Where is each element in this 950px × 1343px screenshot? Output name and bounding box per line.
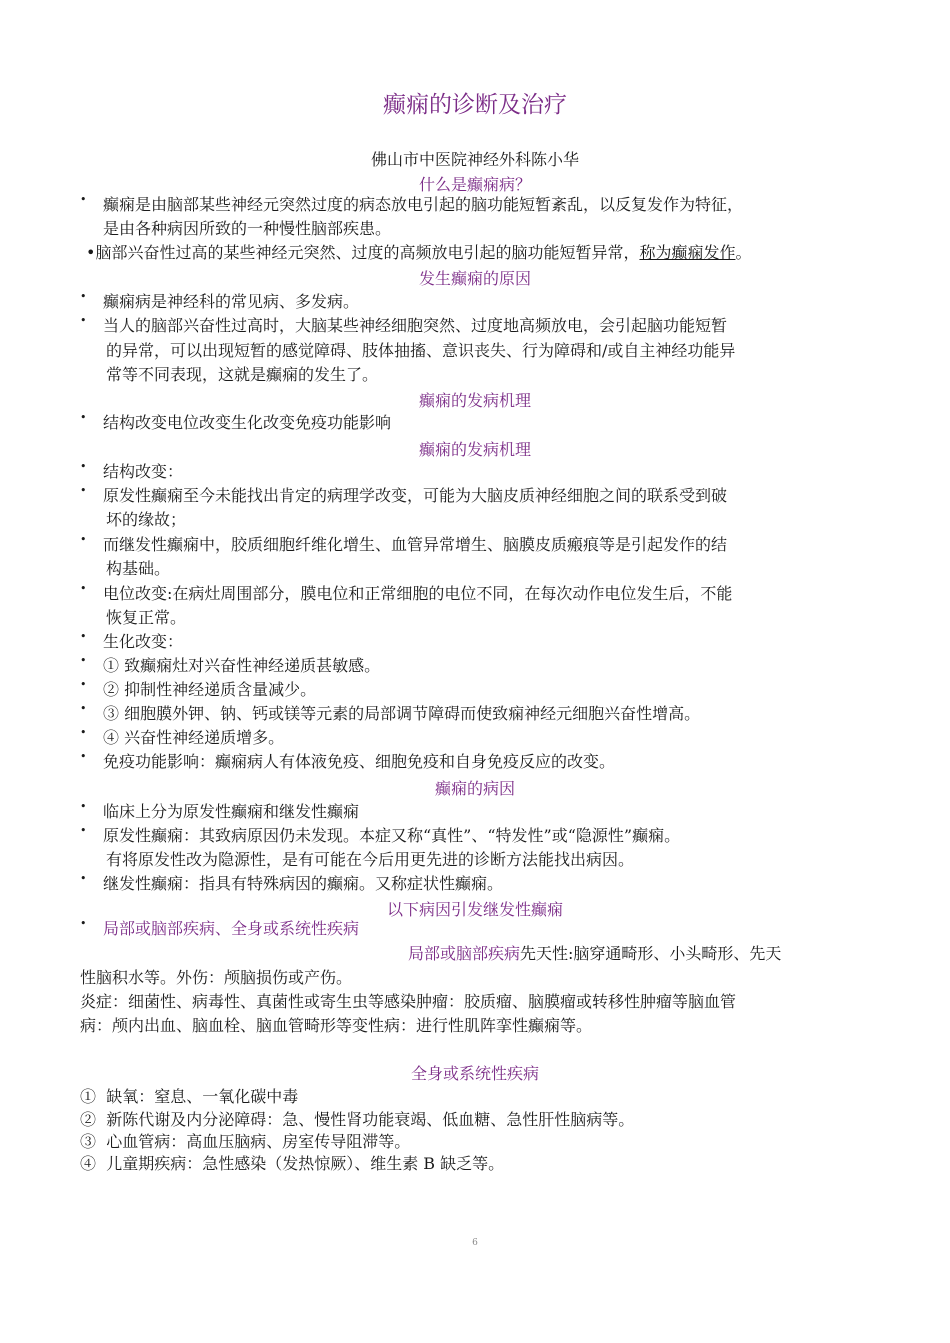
heading-what-is-epilepsy: 什么是癫痫病？ bbox=[418, 175, 531, 194]
heading-mechanism: 癫痫的发病机理 bbox=[418, 440, 531, 459]
bullet-icon: • bbox=[80, 800, 87, 813]
bullet-icon: • bbox=[80, 630, 87, 643]
bullet-icon: • bbox=[80, 726, 87, 739]
paragraph-line: 炎症：细菌性、病毒性、真菌性或寄生虫等感染肿瘤：胶质瘤、脑膜瘤或转移性肿瘤等脑血管 bbox=[80, 992, 737, 1011]
heading-mechanism: 癫痫的发病机理 bbox=[418, 391, 531, 410]
bullet-icon: • bbox=[80, 582, 87, 595]
paragraph-line: ① 致癫痫灶对兴奋性神经递质甚敏感。 bbox=[103, 656, 381, 675]
document-title: 癫痫的诊断及治疗 bbox=[383, 92, 567, 118]
underlined-text: 称为癫痫发作 bbox=[639, 243, 736, 262]
heading-etiology: 癫痫的病因 bbox=[434, 779, 515, 798]
page-number: 6 bbox=[472, 1238, 478, 1248]
bullet-icon: • bbox=[80, 411, 87, 424]
item-text: 儿童期疾病：急性感染（发热惊厥）、维生素 B 缺乏等。 bbox=[106, 1154, 505, 1173]
bullet-icon: • bbox=[80, 750, 87, 763]
numbered-item bbox=[80, 1085, 298, 1109]
paragraph-line bbox=[408, 942, 781, 966]
paragraph-line: 的异常，可以出现短暂的感觉障碍、肢体抽搐、意识丧失、行为障碍和/或自主神经功能异 bbox=[106, 341, 736, 360]
text-span: 先天性:脑穿通畸形、小头畸形、先天 bbox=[520, 944, 782, 963]
bullet-icon: • bbox=[80, 290, 87, 303]
paragraph-line: 恢复正常。 bbox=[106, 608, 187, 627]
paragraph-line: 性脑积水等。外伤：颅脑损伤或产伤。 bbox=[80, 968, 353, 987]
numbered-item bbox=[80, 1152, 504, 1176]
paragraph-line: 结构改变： bbox=[103, 462, 184, 481]
paragraph-line: 而继发性癫痫中，胶质细胞纤维化增生、血管异常增生、脑膜皮质瘢痕等是引起发作的结 bbox=[103, 535, 728, 554]
paragraph-line: 坏的缘故； bbox=[106, 510, 187, 529]
bullet-icon: • bbox=[80, 678, 87, 691]
text-span: •脑部兴奋性过高的某些神经元突然、过度的高频放电引起的脑功能短暂异常， bbox=[86, 243, 640, 262]
paragraph-line: 结构改变电位改变生化改变免疫功能影响 bbox=[103, 413, 392, 432]
paragraph-line: ② 抑制性神经递质含量减少。 bbox=[103, 680, 317, 699]
paragraph-line: 常等不同表现，这就是癫痫的发生了。 bbox=[106, 365, 379, 384]
paragraph-line: ③ 细胞膜外钾、钠、钙或镁等元素的局部调节障碍而使致痫神经元细胞兴奋性增高。 bbox=[103, 704, 701, 723]
item-text: 新陈代谢及内分泌障碍：急、慢性肾功能衰竭、低血糖、急性肝性脑病等。 bbox=[106, 1110, 635, 1129]
item-number: ① bbox=[80, 1087, 97, 1106]
bullet-icon: • bbox=[80, 702, 87, 715]
heading-secondary-causes: 以下病因引发继发性癫痫 bbox=[386, 900, 563, 919]
item-number: ④ bbox=[80, 1154, 97, 1173]
paragraph-line: 电位改变:在病灶周围部分，膜电位和正常细胞的电位不同，在每次动作电位发生后，不能 bbox=[103, 584, 733, 603]
paragraph-line: 是由各种病因所致的一种慢性脑部疾患。 bbox=[103, 219, 392, 238]
inline-heading: 局部或脑部疾病 bbox=[408, 944, 521, 963]
bullet-icon: • bbox=[80, 484, 87, 497]
heading-causes: 发生癫痫的原因 bbox=[418, 269, 531, 288]
paragraph-line: 原发性癫痫至今未能找出肯定的病理学改变，可能为大脑皮质神经细胞之间的联系受到破 bbox=[103, 486, 728, 505]
numbered-item bbox=[80, 1130, 410, 1154]
bullet-icon: • bbox=[80, 917, 87, 930]
bullet-icon: • bbox=[80, 533, 87, 546]
bullet-icon: • bbox=[80, 460, 87, 473]
bullet-icon: • bbox=[80, 314, 87, 327]
paragraph-line: 免疫功能影响：癫痫病人有体液免疫、细胞免疫和自身免疫反应的改变。 bbox=[103, 752, 616, 771]
numbered-item bbox=[80, 1108, 634, 1132]
bullet-icon: • bbox=[80, 654, 87, 667]
item-text: 缺氧：窒息、一氧化碳中毒 bbox=[106, 1087, 299, 1106]
bullet-icon: • bbox=[80, 193, 87, 206]
text-span: 。 bbox=[735, 243, 752, 262]
item-number: ② bbox=[80, 1110, 97, 1129]
paragraph-line: 原发性癫痫：其致病原因仍未发现。本症又称“真性”、“特发性”或“隐源性”癫痫。 bbox=[103, 826, 681, 845]
paragraph-line: 构基础。 bbox=[106, 559, 171, 578]
item-text: 心血管病：高血压脑病、房室传导阻滞等。 bbox=[106, 1132, 411, 1151]
paragraph-line: 局部或脑部疾病、全身或系统性疾病 bbox=[103, 919, 360, 938]
paragraph-line: 有将原发性改为隐源性，是有可能在今后用更先进的诊断方法能找出病因。 bbox=[106, 850, 635, 869]
paragraph-line: 生化改变： bbox=[103, 632, 184, 651]
paragraph-line: 当人的脑部兴奋性过高时，大脑某些神经细胞突然、过度地高频放电，会引起脑功能短暂 bbox=[103, 316, 728, 335]
bullet-icon: • bbox=[80, 824, 87, 837]
paragraph-line bbox=[86, 241, 751, 265]
paragraph-line: 癫痫是由脑部某些神经元突然过度的病态放电引起的脑功能短暂紊乱，以反复发作为特征， bbox=[103, 195, 744, 214]
item-number: ③ bbox=[80, 1132, 97, 1151]
paragraph-line: 继发性癫痫：指具有特殊病因的癫痫。又称症状性癫痫。 bbox=[103, 874, 504, 893]
heading-systemic-diseases: 全身或系统性疾病 bbox=[410, 1064, 539, 1083]
paragraph-line: 临床上分为原发性癫痫和继发性癫痫 bbox=[103, 802, 360, 821]
author-line: 佛山市中医院神经外科陈小华 bbox=[370, 150, 579, 169]
paragraph-line: 病：颅内出血、脑血栓、脑血管畸形等变性病：进行性肌阵挛性癫痫等。 bbox=[80, 1016, 593, 1035]
paragraph-line: ④ 兴奋性神经递质增多。 bbox=[103, 728, 285, 747]
paragraph-line: 癫痫病是神经科的常见病、多发病。 bbox=[103, 292, 360, 311]
bullet-icon: • bbox=[80, 872, 87, 885]
